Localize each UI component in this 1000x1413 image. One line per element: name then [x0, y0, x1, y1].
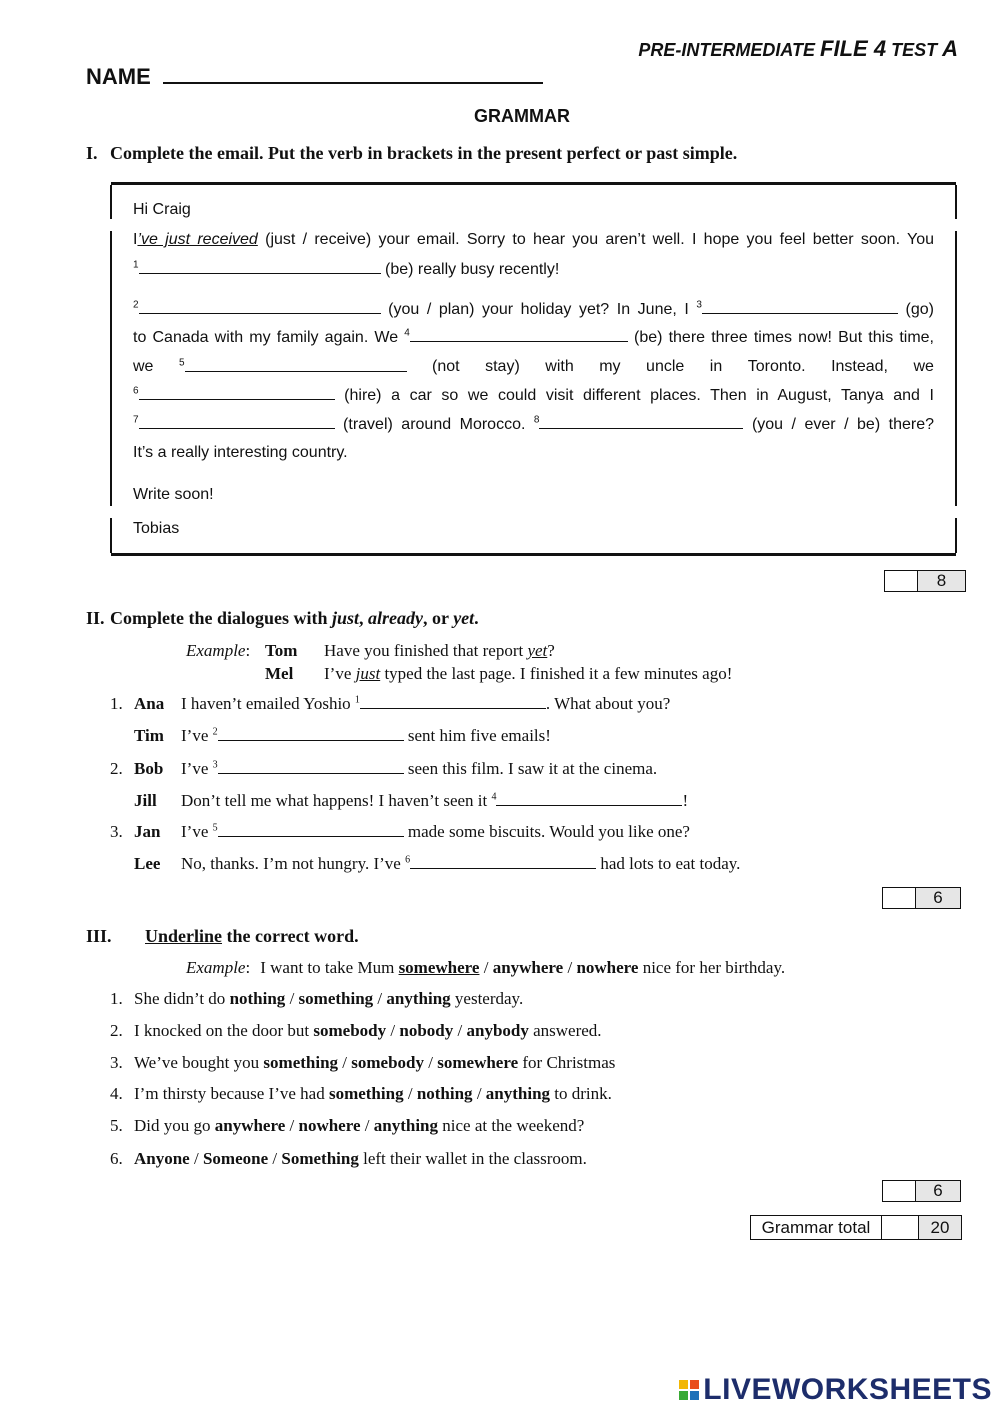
- speaker: Tim: [134, 726, 164, 745]
- blank-s2-3[interactable]: [218, 759, 404, 774]
- section-2-score: 6: [882, 887, 961, 909]
- word-option[interactable]: somewhere: [437, 1053, 519, 1072]
- email-closing: Write soon!: [133, 486, 214, 503]
- dialogue-line: I haven’t emailed Yoshio $^1$ . What about you?: [181, 694, 671, 713]
- word-option[interactable]: Someone: [202, 1149, 269, 1168]
- word-option[interactable]: anywhere: [214, 1116, 286, 1135]
- section-2-example-label: Example:: [186, 641, 251, 660]
- section-3-score: 6: [882, 1180, 961, 1202]
- underline-item: 2. I knocked on the door but somebody / nobody / anybody answered.: [110, 1021, 602, 1040]
- dialogue-number: 1.: [110, 694, 123, 713]
- total-score-input[interactable]: [882, 1216, 919, 1239]
- email-line-4: to Canada with my family again. We $^4$ (be) there three times now! But this time,: [133, 327, 935, 346]
- word-option[interactable]: something: [263, 1053, 339, 1072]
- example-line-2: I’ve just typed the last page. I finished it a few minutes ago!: [324, 664, 733, 683]
- score-input[interactable]: [883, 1181, 916, 1201]
- word-option[interactable]: nothing: [416, 1084, 473, 1103]
- email-line-3: $^2$ (you / plan) your holiday yet? In June, I $^3$ (go): [133, 299, 934, 318]
- blank-s2-5[interactable]: [218, 822, 404, 837]
- word-option[interactable]: Anyone: [134, 1149, 190, 1168]
- grammar-total-box: Grammar total 20: [750, 1215, 962, 1240]
- speaker: Jan: [134, 822, 161, 841]
- logo-blocks-icon: [679, 1380, 699, 1400]
- word-option[interactable]: anybody: [466, 1021, 529, 1040]
- section-1-title: I. Complete the email. Put the verb in brackets in the present perfect or past simple.: [86, 143, 738, 163]
- word-option[interactable]: something: [328, 1084, 404, 1103]
- email-line-8: It’s a really interesting country.: [133, 444, 348, 461]
- word-option[interactable]: somebody: [351, 1053, 425, 1072]
- word-option[interactable]: somebody: [313, 1021, 387, 1040]
- blank-s2-6[interactable]: [410, 854, 596, 869]
- test-level-header: PRE-INTERMEDIATE FILE 4 TEST A: [638, 36, 958, 61]
- dialogue-line: I’ve $^5$ made some biscuits. Would you like one?: [181, 822, 690, 841]
- section-3-example: Example: I want to take Mum somewhere / anywhere / nowhere nice for her birthday.: [186, 958, 786, 977]
- speaker: Jill: [134, 791, 157, 810]
- email-line-5: we $^5$ (not stay) with my uncle in Toronto. Instead, we: [133, 357, 934, 375]
- name-input-line[interactable]: [163, 62, 543, 84]
- underline-item: 3. We’ve bought you something / somebody / somewhere for Christmas: [110, 1053, 616, 1072]
- name-label: NAME: [86, 64, 151, 89]
- word-option[interactable]: anything: [386, 989, 451, 1008]
- blank-2[interactable]: [139, 299, 381, 314]
- speaker: Ana: [134, 694, 165, 713]
- email-signature: Tobias: [133, 520, 180, 537]
- blank-s2-4[interactable]: [496, 791, 682, 806]
- score-input[interactable]: [883, 888, 916, 908]
- underline-item: 5. Did you go anywhere / nowhere / anything nice at the weekend?: [110, 1116, 585, 1135]
- underline-item: 1. She didn’t do nothing / something / anything yesterday.: [110, 989, 524, 1008]
- blank-3[interactable]: [702, 299, 898, 314]
- blank-5[interactable]: [185, 357, 407, 372]
- dialogue-number: 2.: [110, 759, 123, 778]
- blank-4[interactable]: [410, 327, 628, 342]
- example-speaker-tom: Tom: [265, 641, 298, 660]
- dialogue-line: No, thanks. I’m not hungry. I’ve $^6$ had lots to eat today.: [181, 854, 741, 873]
- email-greeting: Hi Craig: [133, 201, 191, 218]
- email-box: [111, 182, 956, 556]
- word-option[interactable]: nowhere: [298, 1116, 361, 1135]
- blank-8[interactable]: [539, 414, 743, 429]
- blank-6[interactable]: [139, 385, 335, 400]
- underline-item: 6. Anyone / Someone / Something left their wallet in the classroom.: [110, 1149, 587, 1168]
- dialogue-line: I’ve $^2$ sent him five emails!: [181, 726, 551, 745]
- section-2-title: II. Complete the dialogues with just, already, or yet.: [86, 608, 479, 628]
- score-input[interactable]: [885, 571, 918, 591]
- word-option[interactable]: anything: [485, 1084, 551, 1103]
- example-answer: ’ve just received: [137, 231, 258, 248]
- word-option[interactable]: nobody: [399, 1021, 454, 1040]
- dialogue-line: I’ve $^3$ seen this film. I saw it at the cinema.: [181, 759, 658, 778]
- blank-7[interactable]: [139, 414, 335, 429]
- blank-s2-1[interactable]: [360, 694, 546, 709]
- dialogue-line: Don’t tell me what happens! I haven’t seen it $^4$ !: [181, 791, 689, 810]
- example-line-1: Have you finished that report yet?: [324, 641, 555, 660]
- section-1-score: 8: [884, 570, 966, 592]
- dialogue-number: 3.: [110, 822, 123, 841]
- email-line-6: $^6$ (hire) a car so we could visit different places. Then in August, Tanya and I: [133, 385, 934, 404]
- email-line-2: $^1$ (be) really busy recently!: [133, 259, 560, 278]
- grammar-total-label: Grammar total: [751, 1216, 882, 1239]
- word-option[interactable]: Something: [281, 1149, 359, 1168]
- liveworksheets-logo: LIVEWORKSHEETS: [679, 1373, 992, 1407]
- example-speaker-mel: Mel: [265, 664, 294, 683]
- blank-1[interactable]: [139, 259, 381, 274]
- speaker: Lee: [134, 854, 161, 873]
- blank-s2-2[interactable]: [218, 726, 404, 741]
- word-option[interactable]: nothing: [229, 989, 286, 1008]
- email-line-1: I’ve just received (just / receive) your email. Sorry to hear you aren’t well. I hope you feel better soon. You: [133, 231, 935, 248]
- name-field: [86, 62, 543, 90]
- word-option[interactable]: anything: [373, 1116, 438, 1135]
- email-line-7: $^7$ (travel) around Morocco. $^8$ (you / ever / be) there?: [133, 414, 934, 433]
- grammar-title: GRAMMAR: [474, 106, 570, 126]
- section-3-title: III. Underline the correct word.: [86, 926, 359, 946]
- speaker: Bob: [134, 759, 164, 778]
- underline-item: 4. I’m thirsty because I’ve had something / nothing / anything to drink.: [110, 1084, 612, 1103]
- word-option[interactable]: something: [298, 989, 374, 1008]
